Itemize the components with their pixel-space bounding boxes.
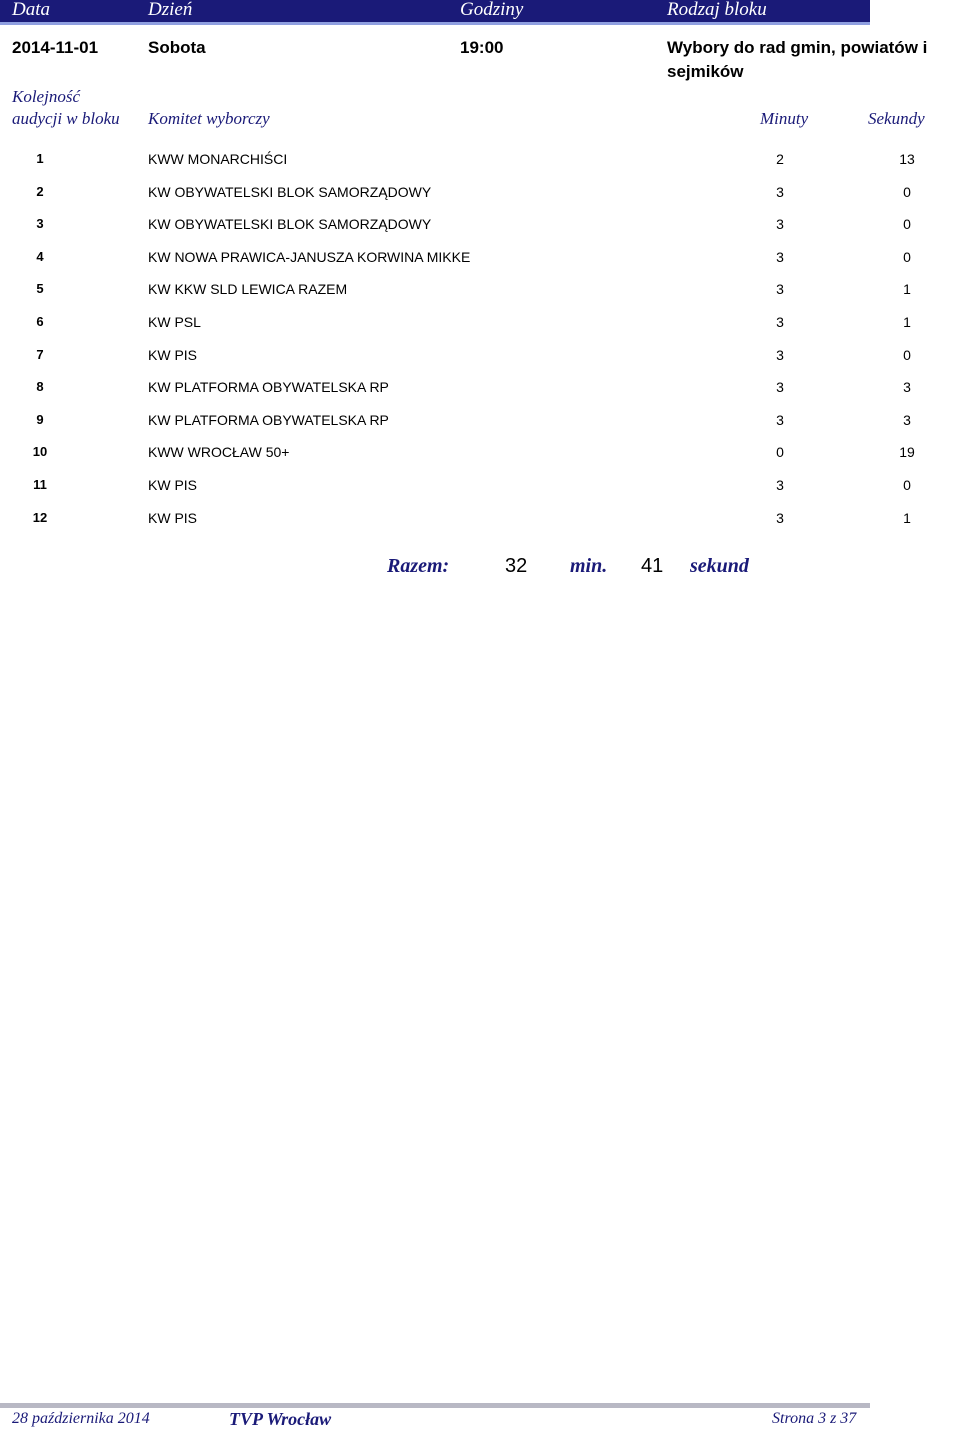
order-column-label-line2: audycji w bloku	[12, 109, 120, 128]
block-type-column-header: Rodzaj bloku	[667, 0, 767, 20]
broadcast-order: 3	[36, 216, 44, 232]
list-item	[0, 243, 960, 276]
footer-divider	[0, 1403, 870, 1408]
duration-minutes: 3	[776, 476, 784, 493]
total-minutes-unit: min.	[570, 555, 608, 577]
duration-seconds: 1	[903, 313, 911, 330]
total-minutes: 32	[505, 555, 528, 577]
duration-minutes: 3	[776, 509, 784, 526]
block-type-line2: sejmików	[667, 62, 744, 81]
duration-seconds: 13	[899, 151, 915, 167]
broadcast-order: 4	[36, 248, 44, 264]
duration-minutes: 3	[776, 379, 784, 396]
total-seconds: 41	[641, 555, 664, 577]
duration-minutes: 2	[776, 151, 784, 167]
duration-minutes: 3	[776, 248, 784, 265]
order-column-label-line1: Kolejność	[12, 87, 80, 106]
committee-name: KW PIS	[148, 476, 198, 493]
list-item	[0, 145, 960, 178]
duration-seconds: 3	[903, 379, 911, 396]
broadcast-order: 6	[36, 313, 44, 329]
duration-seconds: 0	[903, 248, 911, 265]
broadcast-order: 7	[36, 346, 44, 362]
seconds-column-label: Sekundy	[868, 109, 925, 128]
block-date: 2014-11-01	[12, 38, 99, 57]
duration-seconds: 3	[903, 411, 911, 428]
broadcast-order: 1	[36, 151, 44, 166]
broadcast-order: 12	[32, 509, 48, 525]
duration-minutes: 3	[776, 183, 784, 200]
committee-column-label: Komitet wyborczy	[148, 109, 270, 128]
committee-name: KW PSL	[148, 313, 201, 330]
total-seconds-unit: sekund	[690, 555, 749, 577]
footer-date: 28 października 2014	[12, 1410, 150, 1427]
footer-station: TVP Wrocław	[229, 1409, 332, 1429]
list-item	[0, 210, 960, 243]
duration-seconds: 1	[903, 509, 911, 526]
list-item	[0, 178, 960, 211]
minutes-column-label: Minuty	[760, 109, 809, 128]
footer-page-number: Strona 3 z 37	[772, 1410, 857, 1427]
list-item	[0, 438, 960, 471]
broadcast-order: 11	[33, 476, 47, 492]
block-day: Sobota	[148, 38, 206, 57]
total-label: Razem:	[387, 555, 450, 577]
committee-name: KW PLATFORMA OBYWATELSKA RP	[148, 379, 389, 396]
duration-minutes: 0	[776, 444, 784, 461]
duration-seconds: 0	[903, 346, 911, 363]
broadcast-order: 8	[36, 379, 44, 395]
duration-minutes: 3	[776, 346, 784, 363]
list-item	[0, 373, 960, 406]
committee-name: KW OBYWATELSKI BLOK SAMORZĄDOWY	[148, 216, 432, 233]
committee-name: KW NOWA PRAWICA-JANUSZA KORWINA MIKKE	[148, 248, 471, 265]
broadcast-order: 10	[32, 444, 48, 460]
committee-name: KWW WROCŁAW 50+	[148, 444, 290, 461]
duration-minutes: 3	[776, 411, 784, 428]
duration-seconds: 19	[899, 444, 915, 461]
committee-name: KW PIS	[148, 346, 198, 363]
duration-minutes: 3	[776, 313, 784, 330]
list-item	[0, 504, 960, 537]
duration-seconds: 1	[903, 281, 911, 298]
list-item	[0, 471, 960, 504]
committee-name: KW OBYWATELSKI BLOK SAMORZĄDOWY	[148, 183, 432, 200]
block-type-line1: Wybory do rad gmin, powiatów i	[667, 38, 928, 57]
committee-name: KWW MONARCHIŚCI	[148, 151, 288, 167]
duration-minutes: 3	[776, 281, 784, 298]
committee-name: KW PLATFORMA OBYWATELSKA RP	[148, 411, 389, 428]
duration-seconds: 0	[903, 476, 911, 493]
broadcast-list	[0, 145, 960, 536]
duration-minutes: 3	[776, 216, 784, 233]
day-column-header: Dzień	[148, 0, 193, 20]
duration-seconds: 0	[903, 183, 911, 200]
broadcast-order: 9	[36, 411, 44, 427]
list-item	[0, 308, 960, 341]
header-bar	[0, 0, 870, 25]
broadcast-order: 5	[36, 281, 44, 297]
list-item	[0, 275, 960, 308]
block-time: 19:00	[460, 38, 504, 57]
date-column-header: Data	[12, 0, 50, 20]
hours-column-header: Godziny	[460, 0, 524, 20]
list-item	[0, 406, 960, 439]
committee-name: KW PIS	[148, 509, 198, 526]
committee-name: KW KKW SLD LEWICA RAZEM	[148, 281, 348, 298]
list-item	[0, 341, 960, 374]
duration-seconds: 0	[903, 216, 911, 233]
broadcast-order: 2	[36, 183, 44, 199]
